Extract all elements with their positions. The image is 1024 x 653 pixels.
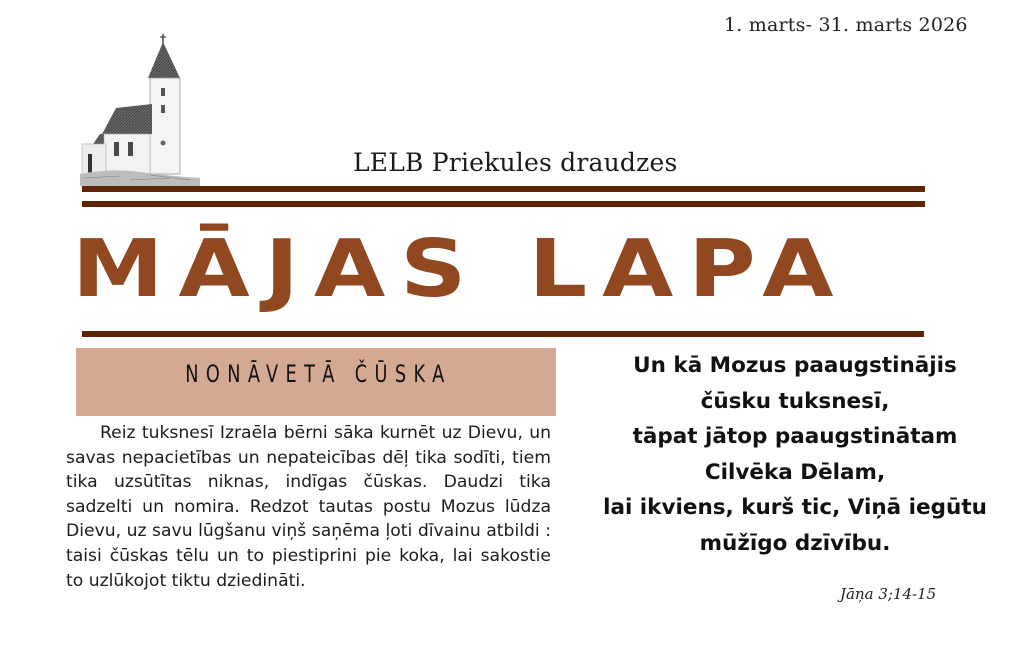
church-icon (80, 30, 200, 186)
masthead-rule-bottom (82, 331, 924, 337)
masthead-title: MĀJAS LAPA (72, 223, 849, 316)
article-title: NONĀVETĀ ČŪSKA (185, 360, 452, 388)
scripture-verse (590, 348, 1000, 562)
verse-line: lai ikviens, kurš tic, Viņā iegūtu (603, 495, 987, 521)
verse-line: tāpat jātop paaugstinātam (632, 424, 958, 450)
verse-line: Un kā Mozus paaugstinājis (633, 353, 957, 378)
article-body: Reiz tuksnesī Izraēla bērni sāka kurnēt uz Dievu, un savas nepacietības un nepateicības dēļ tika sodīti, tiem tika uzsūtītas niknas, indīgas čūskas. Daudzi tika sadzelti un nomira. Redzot tautas postu Mozus lūdza Dievu, uz savu lūgšanu viņš saņēma ļoti dīvainu atbildi : taisi čūskas tēlu un to piestiprini pie koka, lai sakostie to uzlūkojot tiktu dziedināti. (66, 423, 551, 591)
verse-line: čūsku tuksnesī, (700, 388, 890, 414)
header-rule-second (82, 201, 925, 207)
article-title-banner (76, 348, 556, 416)
parish-subtitle: LELB Priekules draudzes (353, 148, 678, 177)
date-range: 1. marts- 31. marts 2026 (724, 14, 968, 36)
verse-line: mūžīgo dzīvību. (699, 530, 891, 556)
header-rule-top (82, 186, 925, 192)
verse-reference: Jāņa 3;14-15 (840, 585, 937, 603)
verse-line: Cilvēka Dēlam, (704, 459, 886, 485)
